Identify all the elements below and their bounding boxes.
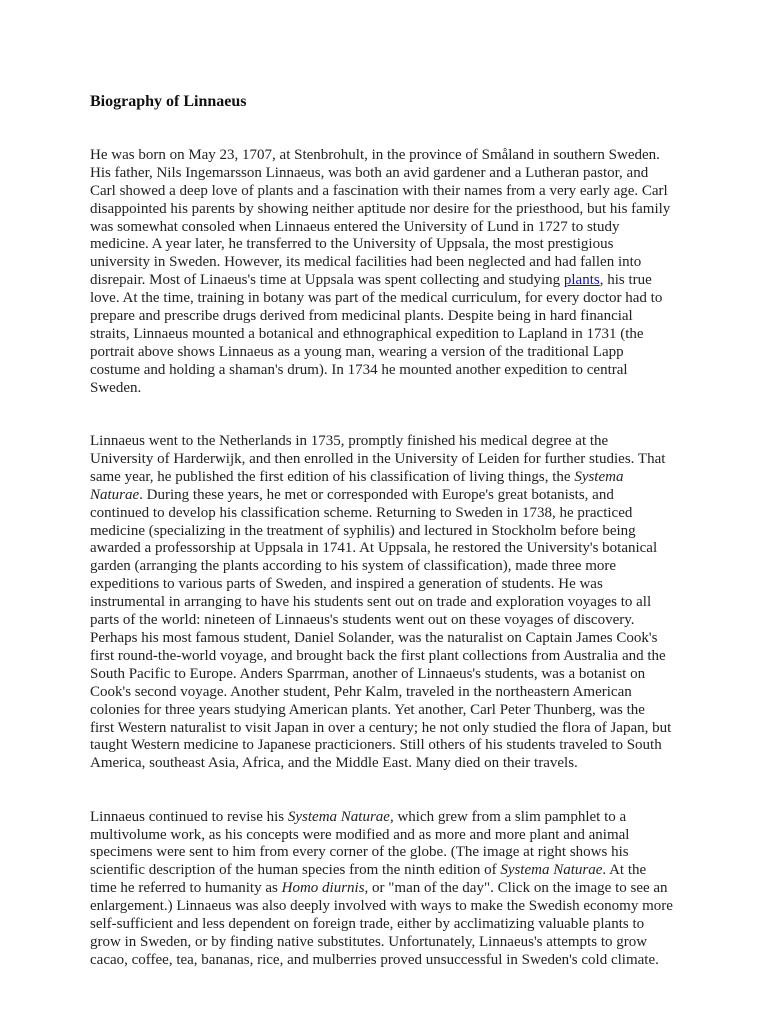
systema-naturae-title: Systema Naturae (500, 862, 603, 879)
paragraph-1-text-a: He was born on May 23, 1707, at Stenbrohult, in the province of Småland in southern Sweden. His father, Nils Ingemarsson Linnaeus, was both an avid gardener and a Lutheran pastor, and Carl showed a deep love of plants and a fascination with their names from a very early age. Carl disappointed his parents by showing neither aptitude nor desire for the priesthood, but his family was somewhat consoled when Linnaeus entered the University of Lund in 1727 to study medicine. A year later, he transferred to the University of Uppsala, the most prestigious university in Sweden. However, its medical facilities had been neglected and had fallen into disrepair. Most of Linaeus's time at Uppsala was spent collecting and studying (90, 146, 671, 289)
systema-naturae-title: Systema Naturae (90, 468, 624, 503)
paragraph-3-text-d: , or "man of the day". Click on the image to see an enlargement.) Linnaeus was also deeply involved with ways to make the Swedish economy more self-sufficient and less dependent on foreign trade, either by acclimatizing valuable plants to grow in Sweden, or by finding native substitutes. Unfortunately, Linnaeus's attempts to grow cacao, coffee, tea, bananas, rice, and mulberries proved unsuccessful in Sweden's cold climate. (90, 880, 673, 968)
document-page (90, 92, 690, 987)
systema-naturae-title: Systema Naturae (287, 808, 390, 825)
paragraph-3-text-c: . At the time he referred to humanity as (90, 862, 647, 897)
paragraph-2 (90, 415, 690, 773)
paragraph-1 (90, 129, 690, 398)
paragraph-3-text-b: , which grew from a slim pamphlet to a multivolume work, as his concepts were modified and as more and more plant and animal specimens were sent to him from every corner of the globe. (The image at right shows his scientific description of the human species from the ninth edition of (90, 808, 630, 879)
plants-link[interactable]: plants (563, 272, 600, 289)
paragraph-2-text-b: . During these years, he met or corresponded with Europe's great botanists, and continued to develop his classification scheme. Returning to Sweden in 1738, he practiced medicine (specializing in the treatment of syphilis) and lectured in Stockholm before being awarded a professorship at Uppsala in 1741. At Uppsala, he restored the University's botanical garden (arranging the plants according to his system of classification), made three more expeditions to various parts of Sweden, and inspired a generation of students. He was instrumental in arranging to have his students sent out on trade and exploration voyages to all parts of the world: nineteen of Linnaeus's students went out on these voyages of discovery. Perhaps his most famous student, Daniel Solander, was the naturalist on Captain James Cook's first round-the-world voyage, and brought back the first plant collections from Australia and the South Pacific to Europe. Anders Sparrman, another of Linnaeus's students, was a botanist on Cook's second voyage. Another student, Pehr Kalm, traveled in the northeastern American colonies for three years studying American plants. Yet another, Carl Peter Thunberg, was the first Western naturalist to visit Japan in over a century; he not only studied the flora of Japan, but taught Western medicine to Japanese practicioners. Still others of his students traveled to South America, southeast Asia, Africa, and the Middle East. Many died on their travels. (90, 486, 672, 772)
paragraph-2-text-a: Linnaeus went to the Netherlands in 1735, promptly finished his medical degree at the University of Harderwijk, and then enrolled in the University of Leiden for further studies. That same year, he published the first edition of his classification of living things, the (90, 433, 666, 485)
paragraph-1-text-b: , his true love. At the time, training in botany was part of the medical curriculum, for every doctor had to prepare and prescribe drugs derived from medicinal plants. Despite being in hard financial straits, Linnaeus mounted a botanical and ethnographical expedition to Lapland in 1731 (the portrait above shows Linnaeus as a young man, wearing a version of the traditional Lapp costume and holding a shaman's drum). In 1734 he mounted another expedition to central Sweden. (90, 272, 663, 396)
page-title: Biography of Linnaeus (90, 93, 247, 110)
homo-diurnis-term: Homo diurnis (281, 880, 365, 897)
paragraph-3 (90, 791, 690, 970)
paragraph-3-text-a: Linnaeus continued to revise his (90, 808, 288, 825)
